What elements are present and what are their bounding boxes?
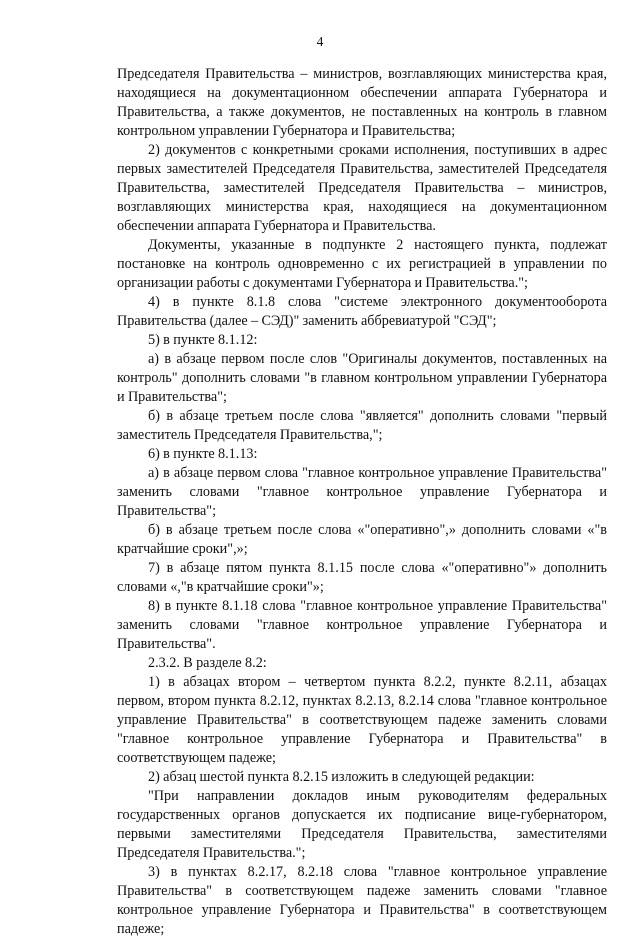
page-number: 4: [316, 34, 324, 49]
paragraph: "При направлении докладов иным руководителям федеральных государственных органов допускается их подписание вице-губернатором, первыми заместителями Председателя Правительства, заместителями Председателя Правительства.";: [117, 788, 607, 861]
paragraph: а) в абзаце первом после слов "Оригиналы документов, поставленных на контроль" дополнить словами "в главном контрольном управлении Губернатора и Правительства";: [117, 351, 607, 405]
paragraph: Документы, указанные в подпункте 2 настоящего пункта, подлежат постановке на контроль одновременно с их регистрацией в управлении по организации работы с документами Губернатора и Правительства.";: [117, 237, 607, 291]
paragraph: 1) в абзацах втором – четвертом пункта 8.2.2, пункте 8.2.11, абзацах первом, втором пункта 8.2.12, пунктах 8.2.13, 8.2.14 слова "главное контрольное управление Правительства" в соответствующем падеже заменить словами "главное контрольное управление Губернатора и Правительства" в соответствующем падеже;: [117, 674, 607, 766]
paragraph: Председателя Правительства – министров, возглавляющих министерства края, находящиеся на документационном обеспечении аппарата Губернатора и Правительства, а также документов, не поставленных на контроль в главном контрольном управлении Губернатора и Правительства;: [117, 66, 607, 139]
paragraph: б) в абзаце третьем после слова «"оперативно",» дополнить словами «"в кратчайшие сроки",»;: [117, 522, 607, 557]
paragraph: б) в абзаце третьем после слова "является" дополнить словами "первый заместитель Председателя Правительства,";: [117, 408, 607, 443]
paragraph: 2) абзац шестой пункта 8.2.15 изложить в следующей редакции:: [148, 769, 535, 785]
paragraph: 3) в пунктах 8.2.17, 8.2.18 слова "главное контрольное управление Правительства" в соответствующем падеже заменить словами "главное контрольное управление Губернатора и Правительства" в соответствующем падеже;: [117, 864, 607, 937]
document-body: [117, 65, 607, 939]
paragraph: 8) в пункте 8.1.18 слова "главное контрольное управление Правительства" заменить словами "главное контрольное управление Губернатора и Правительства".: [117, 598, 607, 652]
paragraph: 4) в пункте 8.1.8 слова "системе электронного документооборота Правительства (далее – СЭД)" заменить аббревиатурой "СЭД";: [117, 294, 607, 329]
paragraph: 2.3.2. В разделе 8.2:: [148, 655, 267, 671]
paragraph: 2) документов с конкретными сроками исполнения, поступивших в адрес первых заместителей Председателя Правительства, заместителей Председателя Правительства, заместителей Председателя Правительства – министров, возглавляющих министерства края, находящиеся на документационном обеспечении аппарата Губернатора и Правительства.: [117, 142, 607, 234]
paragraph: 5) в пункте 8.1.12:: [148, 332, 258, 348]
paragraph: а) в абзаце первом слова "главное контрольное управление Правительства" заменить словами "главное контрольное управление Губернатора и Правительства";: [117, 465, 607, 519]
paragraph: 6) в пункте 8.1.13:: [148, 446, 258, 462]
paragraph: 7) в абзаце пятом пункта 8.1.15 после слова «"оперативно"» дополнить словами «,"в кратчайшие сроки"»;: [117, 560, 607, 595]
